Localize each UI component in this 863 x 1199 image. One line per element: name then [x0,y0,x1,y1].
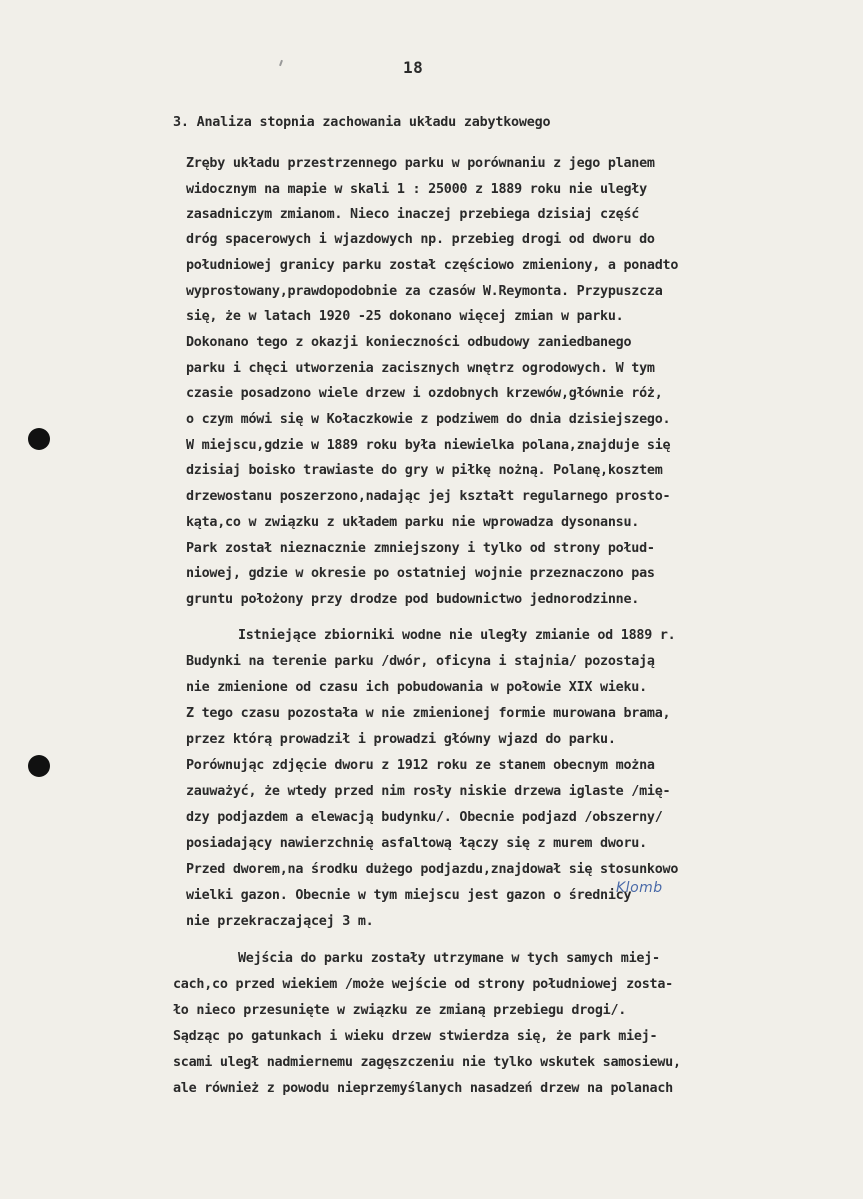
text-line: zasadniczym zmianom. Nieco inaczej przebiega dzisiaj część [186,207,640,222]
text-line: Przed dworem,na środku dużego podjazdu,znajdował się stosunkowo [186,862,679,877]
text-line: cach,co przed wiekiem /może wejście od strony południowej zosta- [173,977,673,992]
text-line: Sądząc po gatunkach i wieku drzew stwierdza się, że park miej- [173,1029,658,1044]
text-line: przez którą prowadził i prowadzi główny wjazd do parku. [186,732,616,747]
text-line: widocznym na mapie w skali 1 : 25000 z 1889 roku nie uległy [186,182,647,197]
text-line: Istniejące zbiorniki wodne nie uległy zmianie od 1889 r. [238,628,676,643]
text-line: Dokonano tego z okazji konieczności odbudowy zaniedbanego [186,335,632,350]
text-line: Budynki na terenie parku /dwór, oficyna i stajnia/ pozostają [186,654,655,669]
text-line: niowej, gdzie w okresie po ostatniej wojnie przeznaczono pas [186,566,655,581]
punch-hole-icon [28,428,50,450]
text-line: Z tego czasu pozostała w nie zmienionej formie murowana brama, [186,706,671,721]
text-line: W miejscu,gdzie w 1889 roku była niewielka polana,znajduje się [186,438,671,453]
text-line: parku i chęci utworzenia zacisznych wnętrz ogrodowych. W tym [186,361,655,376]
text-line: południowej granicy parku został częściowo zmieniony, a ponadto [186,258,679,273]
text-line: wyprostowany,prawdopodobnie za czasów W.Reymonta. Przypuszcza [186,284,663,299]
text-line: dzisiaj boisko trawiaste do gry w piłkę nożną. Polanę,kosztem [186,463,663,478]
text-line: gruntu położony przy drodze pod budownictwo jednorodzinne. [186,592,640,607]
text-line: Park został nieznacznie zmniejszony i tylko od strony połud- [186,541,655,556]
handwritten-note: Klomb [616,880,663,896]
paper-speck [279,60,283,66]
text-line: drzewostanu poszerzono,nadając jej kształt regularnego prosto- [186,489,671,504]
text-line: o czym mówi się w Kołaczkowie z podziwem do dnia dzisiejszego. [186,412,671,427]
text-line: zauważyć, że wtedy przed nim rosły niskie drzewa iglaste /mię- [186,784,671,799]
page-number: 18 [403,58,424,77]
text-line: Porównując zdjęcie dworu z 1912 roku ze stanem obecnym można [186,758,655,773]
text-line: czasie posadzono wiele drzew i ozdobnych krzewów,głównie róż, [186,386,663,401]
text-line: dróg spacerowych i wjazdowych np. przebieg drogi od dworu do [186,232,655,247]
punch-hole-icon [28,755,50,777]
text-line: ale również z powodu nieprzemyślanych nasadzeń drzew na polanach [173,1081,673,1096]
text-line: ło nieco przesunięte w związku ze zmianą przebiegu drogi/. [173,1003,627,1018]
text-line: posiadający nawierzchnię asfaltową łączy się z murem dworu. [186,836,647,851]
text-line: Zręby układu przestrzennego parku w porównaniu z jego planem [186,156,655,171]
text-line: nie przekraczającej 3 m. [186,914,374,929]
text-line: wielki gazon. Obecnie w tym miejscu jest gazon o średnicy [186,888,632,903]
text-line: scami uległ nadmiernemu zagęszczeniu nie tylko wskutek samosiewu, [173,1055,681,1070]
section-heading: 3. Analiza stopnia zachowania układu zabytkowego [173,115,551,130]
text-line: nie zmienione od czasu ich pobudowania w połowie XIX wieku. [186,680,647,695]
text-line: kąta,co w związku z układem parku nie wprowadza dysonansu. [186,515,640,530]
text-line: dzy podjazdem a elewacją budynku/. Obecnie podjazd /obszerny/ [186,810,663,825]
text-line: się, że w latach 1920 -25 dokonano więcej zmian w parku. [186,309,624,324]
text-line: Wejścia do parku zostały utrzymane w tych samych miej- [238,951,660,966]
